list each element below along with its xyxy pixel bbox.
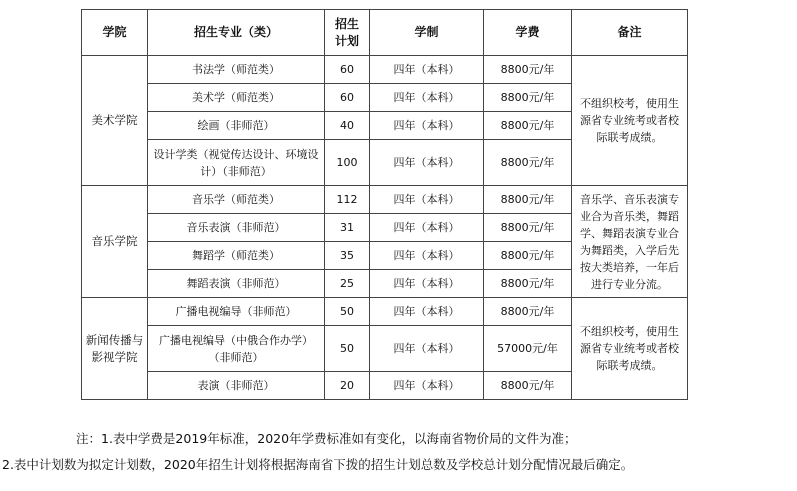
- header-college: 学院: [82, 10, 148, 56]
- duration-cell: 四年（本科）: [370, 242, 484, 270]
- major-cell: 表演（非师范）: [148, 372, 325, 400]
- duration-cell: 四年（本科）: [370, 326, 484, 372]
- quota-cell: 100: [325, 140, 370, 186]
- fee-cell: 8800元/年: [484, 372, 572, 400]
- quota-cell: 50: [325, 298, 370, 326]
- major-cell: 美术学（师范类）: [148, 84, 325, 112]
- header-major: 招生专业（类）: [148, 10, 325, 56]
- duration-cell: 四年（本科）: [370, 112, 484, 140]
- table-header-row: [82, 10, 688, 56]
- college-cell: 新闻传播与影视学院: [82, 298, 148, 400]
- major-cell: 广播电视编导（非师范）: [148, 298, 325, 326]
- table-row: [82, 186, 688, 214]
- quota-cell: 40: [325, 112, 370, 140]
- fee-cell: 8800元/年: [484, 140, 572, 186]
- duration-cell: 四年（本科）: [370, 186, 484, 214]
- fee-cell: 8800元/年: [484, 112, 572, 140]
- college-cell: 音乐学院: [82, 186, 148, 298]
- header-quota-line2: 计划: [334, 33, 359, 48]
- fee-cell: 8800元/年: [484, 84, 572, 112]
- major-cell: 绘画（非师范）: [148, 112, 325, 140]
- duration-cell: 四年（本科）: [370, 84, 484, 112]
- major-cell: 广播电视编导（中俄合作办学）（非师范）: [148, 326, 325, 372]
- quota-cell: 25: [325, 270, 370, 298]
- major-cell: 设计学类（视觉传达设计、环境设计）（非师范）: [148, 140, 325, 186]
- quota-cell: 112: [325, 186, 370, 214]
- fee-cell: 8800元/年: [484, 242, 572, 270]
- major-cell: 舞蹈表演（非师范）: [148, 270, 325, 298]
- quota-cell: 31: [325, 214, 370, 242]
- table-row: [82, 298, 688, 326]
- note-cell: 不组织校考，使用生源省专业统考或者校际联考成绩。: [572, 298, 688, 400]
- quota-cell: 60: [325, 56, 370, 84]
- note-cell: 音乐学、音乐表演专业合为音乐类，舞蹈学、舞蹈表演专业合为舞蹈类，入学后先按大类培养，一年后进行专业分流。: [572, 186, 688, 298]
- note-cell: 不组织校考，使用生源省专业统考或者校际联考成绩。: [572, 56, 688, 186]
- table-row: [82, 56, 688, 84]
- fee-cell: 8800元/年: [484, 298, 572, 326]
- header-duration: 学制: [370, 10, 484, 56]
- enrollment-plan-table: [81, 9, 688, 400]
- quota-cell: 35: [325, 242, 370, 270]
- major-cell: 音乐表演（非师范）: [148, 214, 325, 242]
- duration-cell: 四年（本科）: [370, 372, 484, 400]
- quota-cell: 60: [325, 84, 370, 112]
- fee-cell: 8800元/年: [484, 56, 572, 84]
- header-quota-line1: 招生: [334, 16, 359, 31]
- duration-cell: 四年（本科）: [370, 56, 484, 84]
- footnote-2: 2.表中计划数为拟定计划数，2020年招生计划将根据海南省下拨的招生计划总数及学校总计划分配情况最后确定。: [2, 457, 634, 472]
- duration-cell: 四年（本科）: [370, 214, 484, 242]
- header-fee: 学费: [484, 10, 572, 56]
- major-cell: 舞蹈学（师范类）: [148, 242, 325, 270]
- fee-cell: 57000元/年: [484, 326, 572, 372]
- fee-cell: 8800元/年: [484, 214, 572, 242]
- college-cell: 美术学院: [82, 56, 148, 186]
- duration-cell: 四年（本科）: [370, 140, 484, 186]
- quota-cell: 20: [325, 372, 370, 400]
- fee-cell: 8800元/年: [484, 270, 572, 298]
- quota-cell: 50: [325, 326, 370, 372]
- major-cell: 音乐学（师范类）: [148, 186, 325, 214]
- header-quota: [325, 10, 370, 56]
- major-cell: 书法学（师范类）: [148, 56, 325, 84]
- fee-cell: 8800元/年: [484, 186, 572, 214]
- footnote-1: 注：1.表中学费是2019年标准，2020年学费标准如有变化，以海南省物价局的文件为准；: [76, 431, 577, 446]
- duration-cell: 四年（本科）: [370, 270, 484, 298]
- header-note: 备注: [572, 10, 688, 56]
- duration-cell: 四年（本科）: [370, 298, 484, 326]
